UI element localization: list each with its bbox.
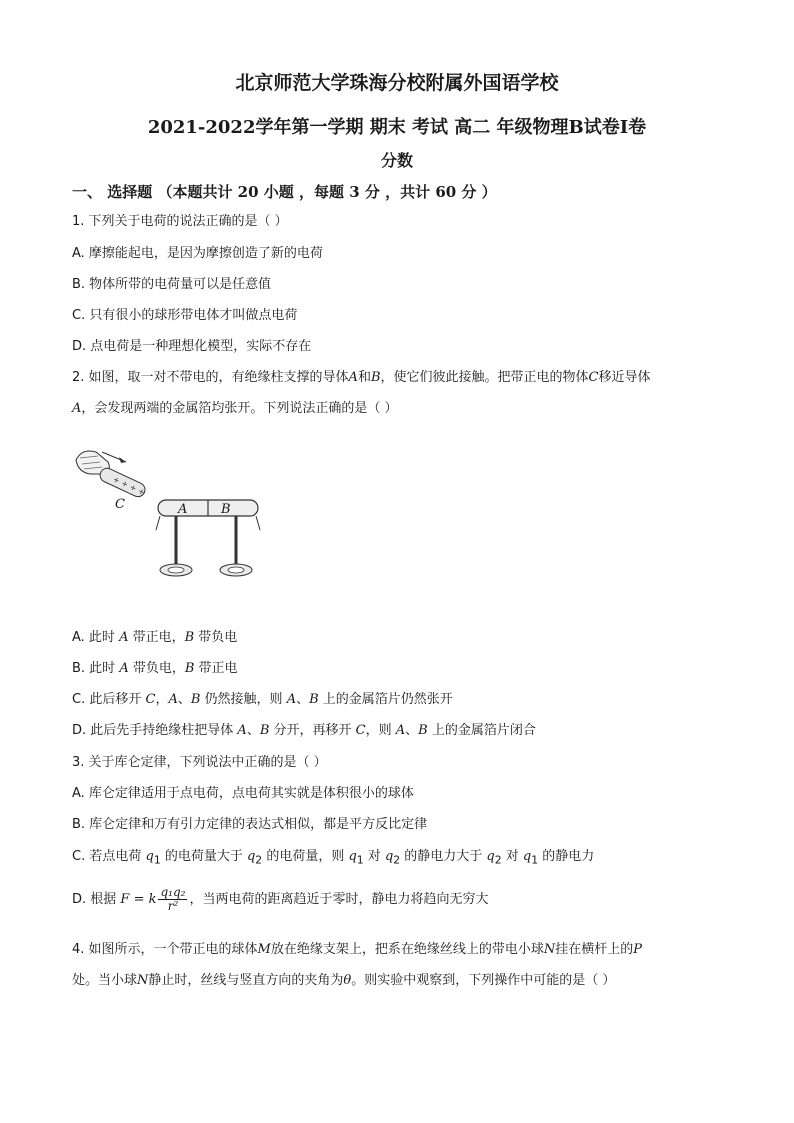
q4-stem-line1: 4. 如图所示，一个带正电的球体M放在绝缘支架上，把系在绝缘丝线上的带电小球N挂在横杆上的P	[72, 942, 643, 957]
q1-stem: 1. 下列关于电荷的说法正确的是（ ）	[72, 214, 288, 229]
q1-option-c: C. 只有很小的球形带电体才叫做点电荷	[72, 308, 298, 323]
section-heading: 一、 选择题 （本题共计 20 小题 ，每题 3 分 ，共计 60 分 ）	[72, 183, 497, 201]
charged-rod	[98, 466, 148, 499]
q2-stem-line2: A，会发现两端的金属箔均张开。下列说法正确的是（ ）	[72, 401, 398, 416]
q2-figure	[68, 440, 268, 590]
label-a: A	[178, 502, 188, 517]
q3-option-c: C. 若点电荷 $q_1$ 的电荷量大于 $q_2$ 的电荷量，则 $q_1$ 对 $q_2$ 的静电力大于 $q_2$ 对 $q_1$ 的静电力	[72, 849, 595, 867]
q1-option-a: A. 摩擦能起电，是因为摩擦创造了新的电荷	[72, 246, 323, 261]
exam-title: 2021-2022学年第一学期 期末 考试 高二 年级物理B试卷Ⅰ卷	[147, 117, 647, 138]
coulomb-fraction: $\frac{\text{q₁q₂}}{\text{r²}}$	[160, 885, 186, 913]
q1-option-b: B. 物体所带的电荷量可以是任意值	[72, 277, 272, 292]
q2-stem-line1: 2. 如图，取一对不带电的，有绝缘柱支撑的导体A和B，使它们彼此接触。把带正电的物体C移近导体	[72, 370, 651, 385]
q3-option-b: B. 库仑定律和万有引力定律的表达式相似，都是平方反比定律	[72, 817, 428, 832]
q2-option-a: A. 此时 A 带正电，B 带负电	[72, 630, 238, 645]
q2-option-d: D. 此后先手持绝缘柱把导体 A、B 分开，再移开 C，则 A、B 上的金属箔片闭合	[72, 723, 536, 738]
q3-option-a: A. 库仑定律适用于点电荷，点电荷其实就是体积很小的球体	[72, 786, 414, 801]
score-label: 分数	[380, 151, 413, 170]
label-c: C	[115, 497, 125, 512]
coulomb-formula: F = k	[120, 892, 157, 907]
q2-option-b: B. 此时 A 带负电，B 带正电	[72, 661, 238, 676]
label-b: B	[221, 502, 231, 517]
q2-option-c: C. 此后移开 C，A、B 仍然接触，则 A、B 上的金属箔片仍然张开	[72, 692, 453, 707]
school-title: 北京师范大学珠海分校附属外国语学校	[235, 72, 559, 94]
q1-option-d: D. 点电荷是一种理想化模型，实际不存在	[72, 339, 312, 354]
svg-text:+ + + +: + + + +	[111, 474, 147, 498]
q3-stem: 3. 关于库仑定律，下列说法中正确的是（ ）	[72, 755, 327, 770]
q3-option-d: D. 根据 F = k $\frac{\text{q₁q₂}}{\text{r²}}$ ，当两电荷的距离趋近于零时，静电力将趋向无穷大	[72, 885, 489, 913]
q4-stem-line2: 处。当小球N静止时，丝线与竖直方向的夹角为θ。则实验中观察到，下列操作中可能的是（ ）	[72, 973, 616, 988]
